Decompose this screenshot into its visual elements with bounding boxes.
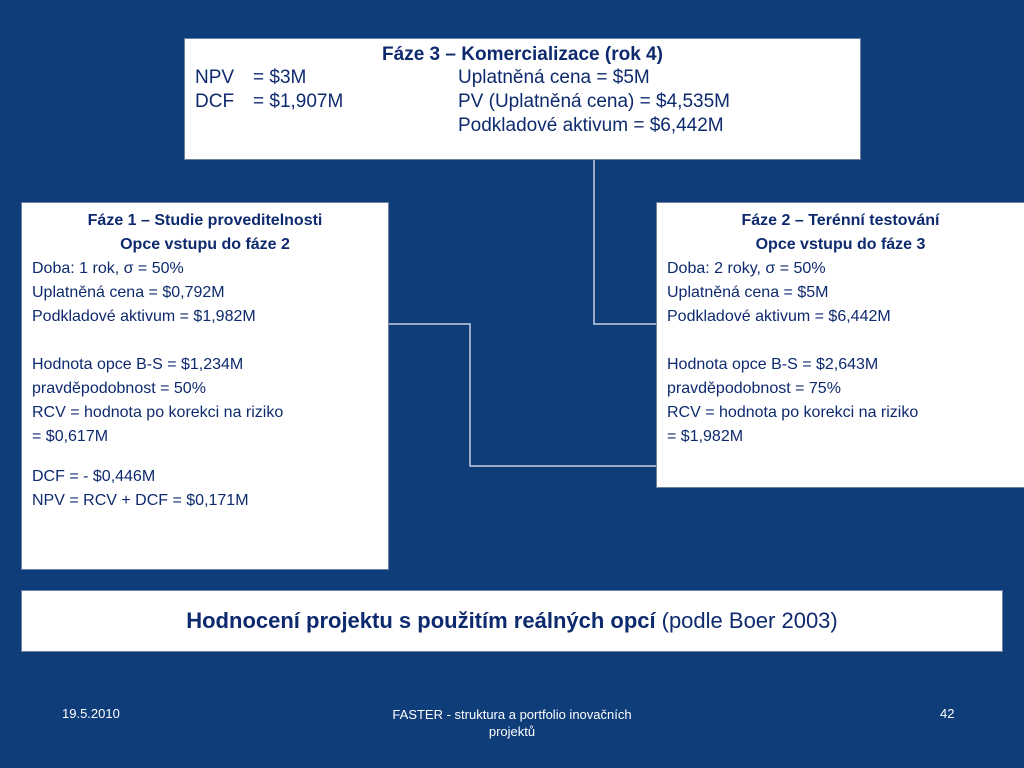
phase1-subtitle: Opce vstupu do fáze 2 — [120, 236, 290, 253]
phase1-npv: NPV = RCV + DCF = $0,171M — [32, 492, 249, 509]
phase1-underlying: Podkladové aktivum = $1,982M — [32, 308, 256, 325]
summary-source: (podle Boer 2003) — [661, 608, 838, 633]
phase2-rcv-value: = $1,982M — [667, 428, 744, 445]
footer-title-line1: FASTER - struktura a portfolio inovačních — [392, 707, 632, 722]
phase3-row-dcf — [195, 90, 850, 114]
phase1-bs-value: Hodnota opce B-S = $1,234M — [32, 356, 244, 373]
phase3-row-value: = $3M — [253, 67, 307, 88]
connector-phase3-to-phase2 — [594, 160, 656, 324]
phase3-row-right: PV (Uplatněná cena) = $4,535M — [458, 91, 730, 112]
connector-phase2-to-phase1 — [389, 324, 656, 466]
footer-date: 19.5.2010 — [62, 706, 120, 721]
phase3-row-label: DCF — [195, 91, 235, 112]
summary-banner — [21, 590, 1003, 652]
phase1-duration: Doba: 1 rok, σ = 50% — [32, 260, 184, 277]
phase2-underlying: Podkladové aktivum = $6,442M — [667, 308, 891, 325]
phase1-rcv-value: = $0,617M — [32, 428, 109, 445]
footer-title — [352, 706, 672, 740]
phase2-subtitle: Opce vstupu do fáze 3 — [755, 236, 926, 253]
phase2-bs-value: Hodnota opce B-S = $2,643M — [667, 356, 879, 373]
phase3-row-label: NPV — [195, 67, 235, 88]
phase3-row-right: Uplatněná cena = $5M — [458, 67, 650, 88]
phase3-box — [184, 38, 861, 160]
phase3-row-right: Podkladové aktivum = $6,442M — [458, 115, 724, 136]
footer-title-line2: projektů — [488, 724, 536, 739]
phase3-row-npv — [195, 66, 850, 90]
phase2-box — [656, 202, 1024, 488]
phase1-dcf: DCF = - $0,446M — [32, 468, 156, 485]
phase1-rcv: RCV = hodnota po korekci na riziko — [32, 404, 284, 421]
phase3-row-label — [195, 114, 253, 138]
summary-title: Hodnocení projektu s použitím reálných opcí — [186, 608, 656, 633]
phase2-probability: pravděpodobnost = 75% — [667, 380, 841, 397]
phase1-title: Fáze 1 – Studie proveditelnosti — [87, 212, 323, 229]
phase1-box — [21, 202, 389, 570]
phase2-duration: Doba: 2 roky, σ = 50% — [667, 260, 826, 277]
phase2-exercise-price: Uplatněná cena = $5M — [667, 284, 829, 301]
page-number: 42 — [940, 706, 955, 721]
phase1-exercise-price: Uplatněná cena = $0,792M — [32, 284, 225, 301]
phase2-rcv: RCV = hodnota po korekci na riziko — [667, 404, 919, 421]
phase3-row-underlying — [195, 114, 850, 138]
phase3-title: Fáze 3 – Komercializace (rok 4) — [382, 44, 663, 65]
phase1-probability: pravděpodobnost = 50% — [32, 380, 206, 397]
phase3-row-value: = $1,907M — [253, 91, 344, 112]
phase2-title: Fáze 2 – Terénní testování — [741, 212, 940, 229]
phase3-row-value — [253, 114, 458, 138]
